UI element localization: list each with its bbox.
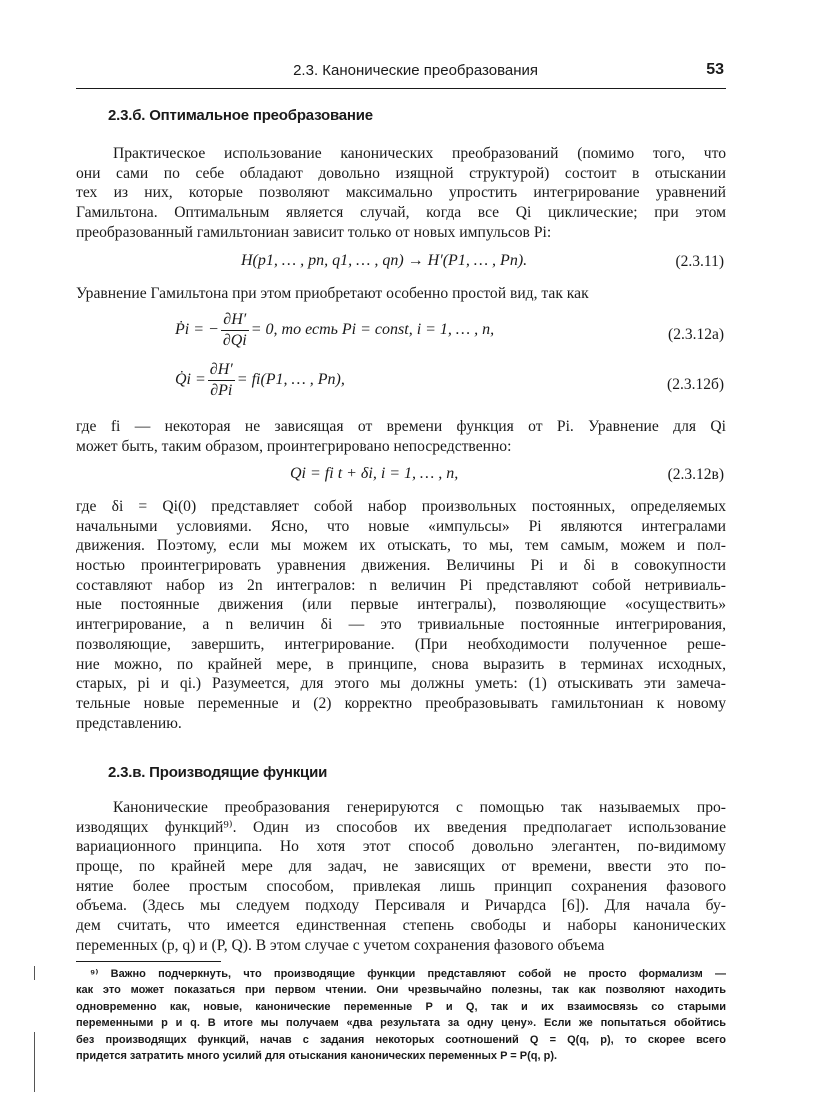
equation-label: (2.3.12в) bbox=[667, 466, 724, 483]
scan-margin-mark bbox=[34, 1032, 35, 1092]
text-line: интегрирование, а n величин δi — это тривиальные постоянные интегрирования, bbox=[76, 616, 726, 634]
equation-body: Ṗi = − $\frac{\partial H'}{\partial Qi}$ = 0, то есть Pi = const, i = 1, … , n, bbox=[175, 311, 495, 349]
text-line: где fi — некоторая не зависящая от времени функция от Pi. Уравнение для Qi bbox=[76, 418, 726, 435]
text-line: начальными условиями. Ясно, что новые «импульсы» Pi являются интегралами bbox=[76, 517, 726, 535]
paragraph-3 bbox=[76, 417, 726, 456]
text-line: проще, по крайней мере для задач, не зависящих от времени, ввести это по- bbox=[76, 858, 726, 876]
fraction: $\frac{\partial H'}{\partial Qi}$ bbox=[222, 311, 247, 349]
footnote-line: ⁹⁾ Важно подчеркнуть, что производящие функции представляют собой не просто формализм — bbox=[90, 968, 726, 980]
text-line: может быть, таким образом, проинтегрировано непосредственно: bbox=[76, 437, 512, 455]
text-line: тех из них, которые позволяют максимально упростить интегрирование уравнений bbox=[76, 184, 726, 202]
text-line: Канонические преобразования генерируются с помощью так называемых про- bbox=[113, 799, 726, 816]
footnote-line: придется затратить много усилий для отыскания канонических переменных P = P(q, p). bbox=[76, 1049, 558, 1062]
equation-label: (2.3.12а) bbox=[668, 326, 724, 343]
text-line: представлению. bbox=[76, 714, 182, 732]
text-line: ние можно, по крайней мере, в принципе, снова выразить в терминах исходных, bbox=[76, 655, 726, 673]
equation-2-3-12v bbox=[76, 463, 726, 493]
text-line: объема. (Здесь мы следуем подходу Персиваля и Ричардса [6]). Для начала бу- bbox=[76, 897, 726, 915]
equation-2-3-11 bbox=[76, 250, 726, 280]
paragraph-5 bbox=[76, 798, 726, 956]
subsection-heading-generating: 2.3.в. Производящие функции bbox=[108, 764, 328, 781]
footnote-line: переменными p и q. В итоге мы получаем «два результата за одну цену». Если же попытаться обойтись bbox=[76, 1017, 726, 1030]
text-line: преобразованный гамильтониан зависит только от новых импульсов Pi: bbox=[76, 223, 552, 241]
text-line: Уравнение Гамильтона при этом приобретают особенно простой вид, так как bbox=[76, 285, 589, 302]
equation-label: (2.3.11) bbox=[675, 253, 724, 270]
text-line: нятие более простым способом, привлекая лишь принцип сохранения фазового bbox=[76, 877, 726, 895]
footnote-line: без производящих функций, начав с задания некоторых соотношений Q = Q(q, p), то скорее всего bbox=[76, 1033, 726, 1046]
text-line: изводящих функций⁹⁾. Один из способов их введения предполагает использование bbox=[76, 818, 726, 836]
subsection-heading-optimal: 2.3.б. Оптимальное преобразование bbox=[108, 107, 373, 124]
paragraph-4 bbox=[76, 497, 726, 733]
equation-body: Q̇i = $\frac{\partial H'}{\partial Pi}$ = fi(P1, … , Pn), bbox=[175, 361, 345, 399]
paragraph-1 bbox=[76, 144, 726, 242]
text-line: Гамильтона. Оптимальным является случай, когда все Qi циклические; при этом bbox=[76, 204, 726, 222]
text-line: дем считать, что имеется единственная степень свободы и наборы канонических bbox=[76, 917, 726, 935]
equation-label: (2.3.12б) bbox=[667, 376, 724, 393]
text-line: они сами по себе обладают довольно изящной структурой) состоит в отыскании bbox=[76, 164, 726, 182]
fraction: $\frac{\partial H'}{\partial Pi}$ bbox=[209, 361, 233, 399]
text-line: ностью проинтегрировать уравнения движения. Величины Pi и δi в совокупности bbox=[76, 557, 726, 575]
page-number: 53 bbox=[706, 61, 724, 78]
equation-2-3-12a bbox=[76, 310, 726, 358]
text-line: ные постоянные движения (или первые интегралы), позволяющие «осуществить» bbox=[76, 596, 726, 614]
text-line: где δi = Qi(0) представляет собой набор произвольных постоянных, определяемых bbox=[76, 498, 726, 515]
text-line: Практическое использование канонических преобразований (помимо того, что bbox=[113, 145, 726, 162]
equation-2-3-12b bbox=[76, 360, 726, 408]
text-line: составляют набор из 2n интегралов: n величин Pi представляют собой нетривиаль- bbox=[76, 576, 726, 594]
running-head-section: 2.3. Канонические преобразования bbox=[293, 62, 538, 79]
text-line: тельные новые переменные и (2) корректно преобразовывать гамильтониан к новому bbox=[76, 694, 726, 712]
text-line: позволяющие, завершить, интегрирование. (При необходимости полученное реше- bbox=[76, 635, 726, 653]
text-line: старых, pi и qi.) Разумеется, для этого мы должны уметь: (1) отыскивать эти замеча- bbox=[76, 675, 726, 693]
text-line: вариационного принципа. Но хотя этот способ довольно элегантен, по-видимому bbox=[76, 838, 726, 856]
paragraph-2 bbox=[76, 284, 726, 304]
scan-margin-mark bbox=[34, 966, 35, 980]
equation-body: Qi = fi t + δi, i = 1, … , n, bbox=[290, 465, 459, 482]
footnote-line: одновременно как, новые, канонические переменные P и Q, так и их взаимосвязь со старыми bbox=[76, 1000, 726, 1013]
text-line: движения. Поэтому, если мы можем их отыскать, то мы, тем самым, можем и пол- bbox=[76, 537, 726, 555]
running-head bbox=[76, 62, 726, 89]
text-line: переменных (p, q) и (P, Q). В этом случае с учетом сохранения фазового объема bbox=[76, 936, 605, 954]
equation-body: H(p1, … , pn, q1, … , qn) → H′(P1, … , Pn). bbox=[241, 252, 528, 269]
footnote-rule bbox=[76, 961, 221, 962]
footnote-line: как это может показаться при первом чтении. Они чрезвычайно полезны, так как позволяют находить bbox=[76, 984, 726, 997]
footnote bbox=[76, 966, 726, 1064]
